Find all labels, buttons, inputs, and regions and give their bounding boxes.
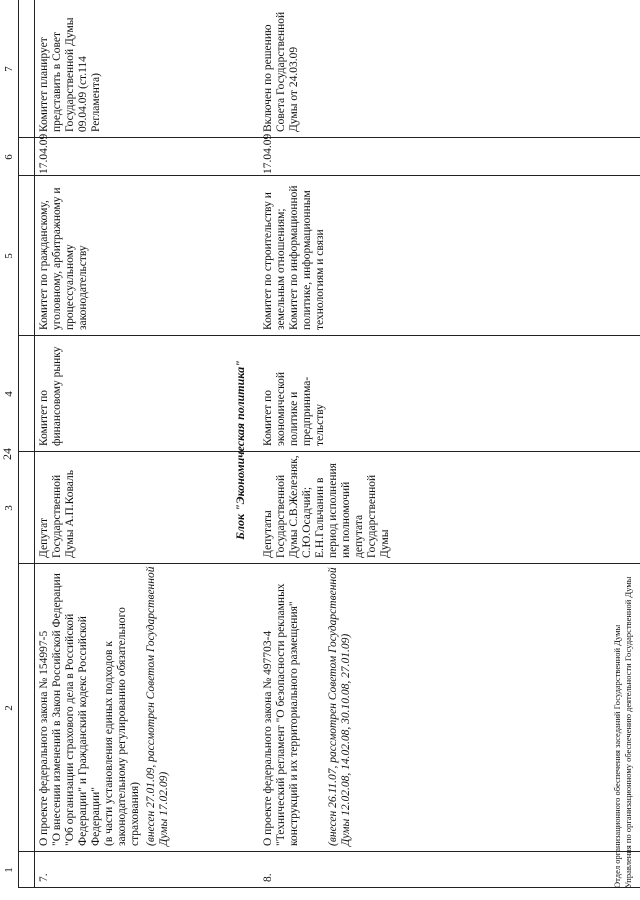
col-border-4 — [18, 335, 640, 336]
bill-author: Депутат Государственной Думы А.П.Коваль — [38, 470, 76, 558]
col-header-6: 6 — [3, 154, 15, 160]
col-border-6 — [18, 137, 640, 138]
status-note: Комитет планирует представить в Совет Государственной Думы 09.04.09 (ст.114 Регламента) — [38, 17, 102, 132]
bill-note: (внесен 26.11.07, рассмотрен Советом Государственной Думы 12.02.08, 14.02.08, 30.10.08, 27.01.09) — [327, 567, 352, 846]
row-number: 8. — [262, 873, 274, 882]
bill-title: О проекте федерального закона № 154997-5 "О внесении изменений в Закон Российской Федерации "Об организации страхового дела в Российской Федерации" и Гражданский кодекс Российской Федерации" (в части установления единых подходов к законодательному регулированию обязательного страхования) — [38, 573, 141, 846]
footer-line-2: Управления по организационному обеспечению деятельности Государственной Думы — [623, 576, 633, 888]
col-header-2: 2 — [3, 705, 15, 711]
col-border-2 — [18, 563, 640, 564]
col-border-left — [18, 887, 640, 888]
footer — [612, 288, 634, 888]
col-header-7: 7 — [3, 66, 15, 72]
col-header-4: 4 — [3, 391, 15, 397]
col-border-3 — [18, 451, 640, 452]
col-border-1 — [18, 851, 640, 852]
table-top-border — [18, 0, 19, 888]
co-executor-committee: Комитет по гражданскому, уголовному, арбитражному и процессуальному законодательству — [38, 187, 89, 330]
co-executor-committee: Комитет по строительству и земельным отношениям; Комитет по информационной политике, информационным технологиям и связи — [262, 185, 326, 330]
responsible-committee: Комитет по экономической политике и предпринима-тельству — [262, 372, 326, 446]
bill-note: (внесен 27.01.09, рассмотрен Советом Государственной Думы 17.02.09) — [145, 566, 170, 846]
col-header-1: 1 — [3, 867, 15, 873]
review-date: 17.04.09 — [262, 133, 274, 174]
row-number: 7. — [38, 873, 50, 882]
footer-line-1: Отдел организационного обеспечения заседаний Государственной Думы — [612, 624, 622, 888]
status-note: Включен по решению Совета Государственной Думы от 24.03.09 — [262, 11, 300, 132]
col-border-5 — [18, 175, 640, 176]
section-title: Блок "Экономическая политика" — [233, 360, 247, 540]
col-header-5: 5 — [3, 253, 15, 259]
page-number: 24 — [0, 448, 14, 460]
responsible-committee: Комитет по финансовому рынку — [38, 346, 63, 446]
bill-author: Депутаты Государственной Думы С.В.Железняк, С.Ю.Осадчий; Е.Н.Гальчанин в период исполнения им полномочий депутата Государственной Думы — [262, 455, 391, 558]
col-header-3: 3 — [3, 505, 15, 511]
review-date: 17.04.09 — [38, 133, 50, 174]
bill-title: О проекте федерального закона № 497703-4 "Технический регламент "О безопасности рекламных конструкций и их территориального размещения" — [262, 583, 300, 846]
header-bottom-border — [34, 0, 35, 888]
